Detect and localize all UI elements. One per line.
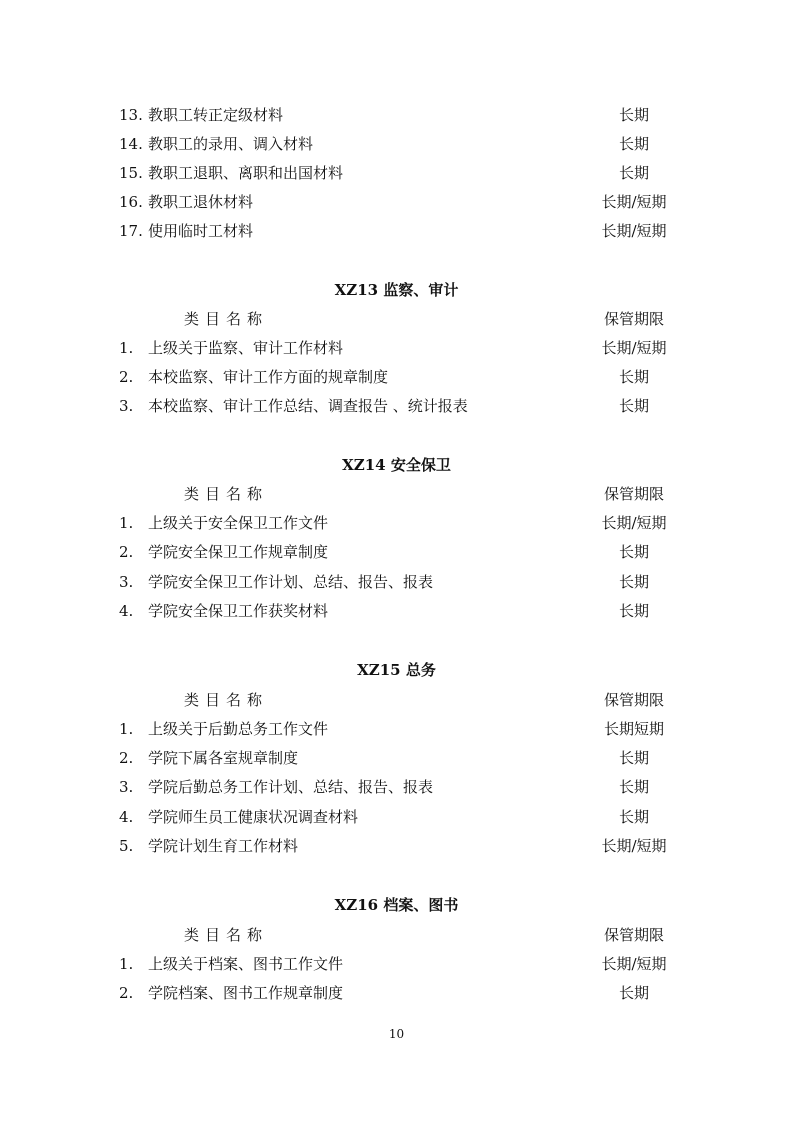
item-name: 上级关于监察、审计工作材料 (148, 339, 344, 357)
item-number: 15. (119, 164, 143, 182)
item-name: 上级关于安全保卫工作文件 (148, 514, 329, 532)
item-number: 14. (119, 135, 143, 153)
list-item (0, 104, 793, 126)
item-name: 学院档案、图书工作规章制度 (148, 984, 344, 1002)
section-title-xz15: XZ15 总务 (357, 661, 436, 679)
list-item (0, 191, 793, 213)
item-period: 长期 (618, 397, 649, 415)
header-retention-period: 保管期限 (603, 310, 664, 328)
item-period: 长期/短期 (601, 955, 667, 973)
list-item (0, 953, 793, 975)
item-period: 长期/短期 (601, 222, 667, 240)
item-name: 学院师生员工健康状况调查材料 (148, 808, 359, 826)
item-period: 长期 (618, 808, 649, 826)
item-number: 3. (119, 778, 134, 796)
item-period: 长期/短期 (601, 339, 667, 357)
item-period: 长期 (618, 368, 649, 386)
item-name: 学院后勤总务工作计划、总结、报告、报表 (148, 778, 434, 796)
item-number: 13. (119, 106, 143, 124)
header-retention-period: 保管期限 (603, 926, 664, 944)
list-item (0, 776, 793, 798)
item-period: 长期 (618, 573, 649, 591)
header-category-name: 类目名称 (184, 310, 269, 328)
item-number: 3. (119, 573, 134, 591)
item-period: 长期 (618, 749, 649, 767)
list-item (0, 718, 793, 740)
header-category-name: 类目名称 (184, 691, 269, 709)
item-period: 长期/短期 (601, 193, 667, 211)
item-number: 1. (119, 720, 134, 738)
section-title-xz13: XZ13 监察、审计 (334, 281, 459, 299)
column-header (0, 308, 793, 330)
item-number: 4. (119, 602, 134, 620)
item-name: 学院安全保卫工作获奖材料 (148, 602, 329, 620)
item-name: 教职工转正定级材料 (148, 106, 284, 124)
item-name: 学院安全保卫工作计划、总结、报告、报表 (148, 573, 434, 591)
list-item (0, 337, 793, 359)
list-item (0, 162, 793, 184)
page-number: 10 (388, 1027, 405, 1041)
item-number: 1. (119, 514, 134, 532)
section-title-xz14: XZ14 安全保卫 (342, 456, 451, 474)
item-name: 教职工退职、离职和出国材料 (148, 164, 344, 182)
item-period: 长期 (618, 106, 649, 124)
item-number: 2. (119, 543, 134, 561)
list-item (0, 600, 793, 622)
list-item (0, 571, 793, 593)
item-period: 长期短期 (603, 720, 664, 738)
item-number: 1. (119, 955, 134, 973)
list-item (0, 541, 793, 563)
item-name: 学院安全保卫工作规章制度 (148, 543, 329, 561)
item-number: 2. (119, 368, 134, 386)
item-name: 本校监察、审计工作方面的规章制度 (148, 368, 389, 386)
list-item (0, 747, 793, 769)
header-category-name: 类目名称 (184, 926, 269, 944)
item-name: 教职工的录用、调入材料 (148, 135, 314, 153)
item-period: 长期 (618, 778, 649, 796)
item-period: 长期/短期 (601, 837, 667, 855)
item-period: 长期 (618, 543, 649, 561)
item-number: 1. (119, 339, 134, 357)
list-item (0, 982, 793, 1004)
item-period: 长期 (618, 602, 649, 620)
list-item (0, 220, 793, 242)
item-number: 3. (119, 397, 134, 415)
item-name: 上级关于后勤总务工作文件 (148, 720, 329, 738)
header-retention-period: 保管期限 (603, 691, 664, 709)
item-name: 使用临时工材料 (148, 222, 254, 240)
column-header (0, 689, 793, 711)
item-number: 4. (119, 808, 134, 826)
list-item (0, 512, 793, 534)
item-number: 16. (119, 193, 143, 211)
item-period: 长期 (618, 984, 649, 1002)
item-name: 学院计划生育工作材料 (148, 837, 299, 855)
item-period: 长期 (618, 135, 649, 153)
item-name: 本校监察、审计工作总结、调查报告 、统计报表 (148, 397, 468, 415)
column-header (0, 924, 793, 946)
list-item (0, 835, 793, 857)
list-item (0, 806, 793, 828)
item-name: 教职工退休材料 (148, 193, 254, 211)
item-period: 长期/短期 (601, 514, 667, 532)
list-item (0, 395, 793, 417)
item-number: 2. (119, 749, 134, 767)
header-category-name: 类目名称 (184, 485, 269, 503)
item-period: 长期 (618, 164, 649, 182)
header-retention-period: 保管期限 (603, 485, 664, 503)
item-number: 2. (119, 984, 134, 1002)
item-number: 5. (119, 837, 134, 855)
section-title-xz16: XZ16 档案、图书 (334, 896, 459, 914)
item-name: 上级关于档案、图书工作文件 (148, 955, 344, 973)
item-number: 17. (119, 222, 143, 240)
list-item (0, 133, 793, 155)
list-item (0, 366, 793, 388)
column-header (0, 483, 793, 505)
item-name: 学院下属各室规章制度 (148, 749, 299, 767)
